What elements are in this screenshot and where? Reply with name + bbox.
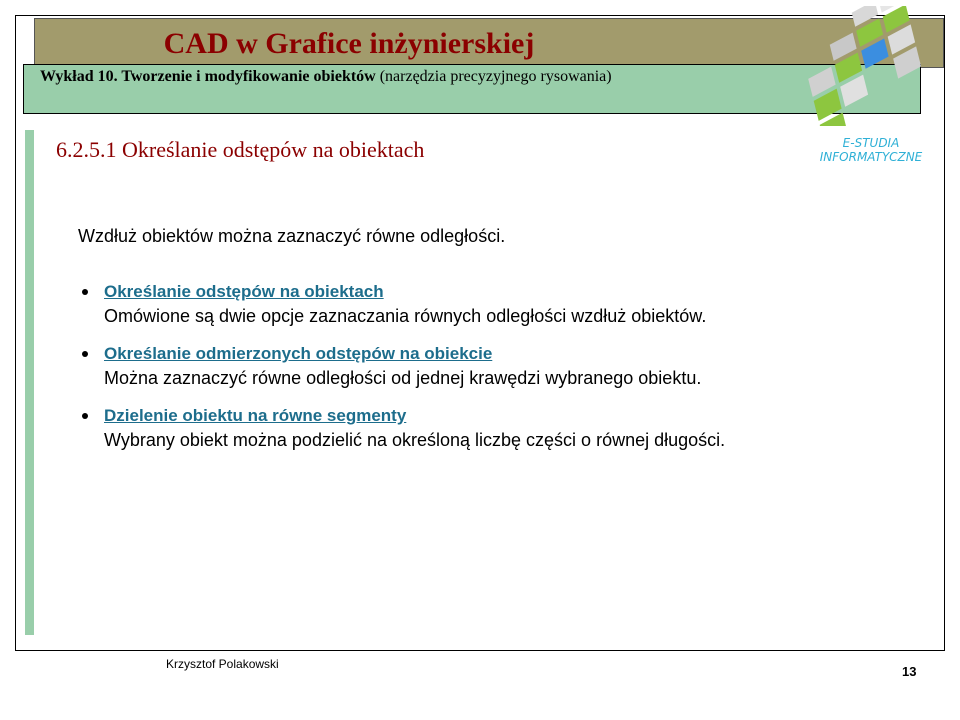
bullet-icon [82,289,88,295]
topic-list [80,280,725,466]
tiled-squares-logo-icon [800,6,950,126]
lecture-subtitle [40,68,612,86]
left-accent-stripe [25,130,34,635]
topic-link-odmierzone[interactable]: Określanie odmierzonych odstępów na obiekcie [104,344,493,363]
logo-line1: E-STUDIA [842,136,900,150]
author-name: Krzysztof Polakowski [166,657,279,671]
logo-text [816,136,926,164]
bullet-icon [82,351,88,357]
slide-title: CAD w Grafice inżynierskiej [163,27,535,60]
topic-link-dzielenie[interactable]: Dzielenie obiektu na równe segmenty [104,406,407,425]
page-number: 13 [902,664,917,679]
intro-text: Wzdłuż obiektów można zaznaczyć równe odległości. [78,226,506,246]
subtitle-rest: (narzędzia precyzyjnego rysowania) [375,68,612,85]
topic-description: Wybrany obiekt można podzielić na określoną liczbę części o równej długości. [104,430,726,450]
logo-line2: INFORMATYCZNE [819,150,923,164]
list-item [80,342,725,404]
section-heading: 6.2.5.1 Określanie odstępów na obiektach [56,137,425,162]
list-item [80,404,725,466]
topic-description: Omówione są dwie opcje zaznaczania równych odległości wzdłuż obiektów. [104,306,707,326]
list-item [80,280,725,342]
topic-link-odstepy[interactable]: Określanie odstępów na obiektach [104,282,384,301]
topic-description: Można zaznaczyć równe odległości od jednej krawędzi wybranego obiektu. [104,368,702,388]
bullet-icon [82,413,88,419]
subtitle-bold: Wykład 10. Tworzenie i modyfikowanie obiektów [40,68,376,85]
